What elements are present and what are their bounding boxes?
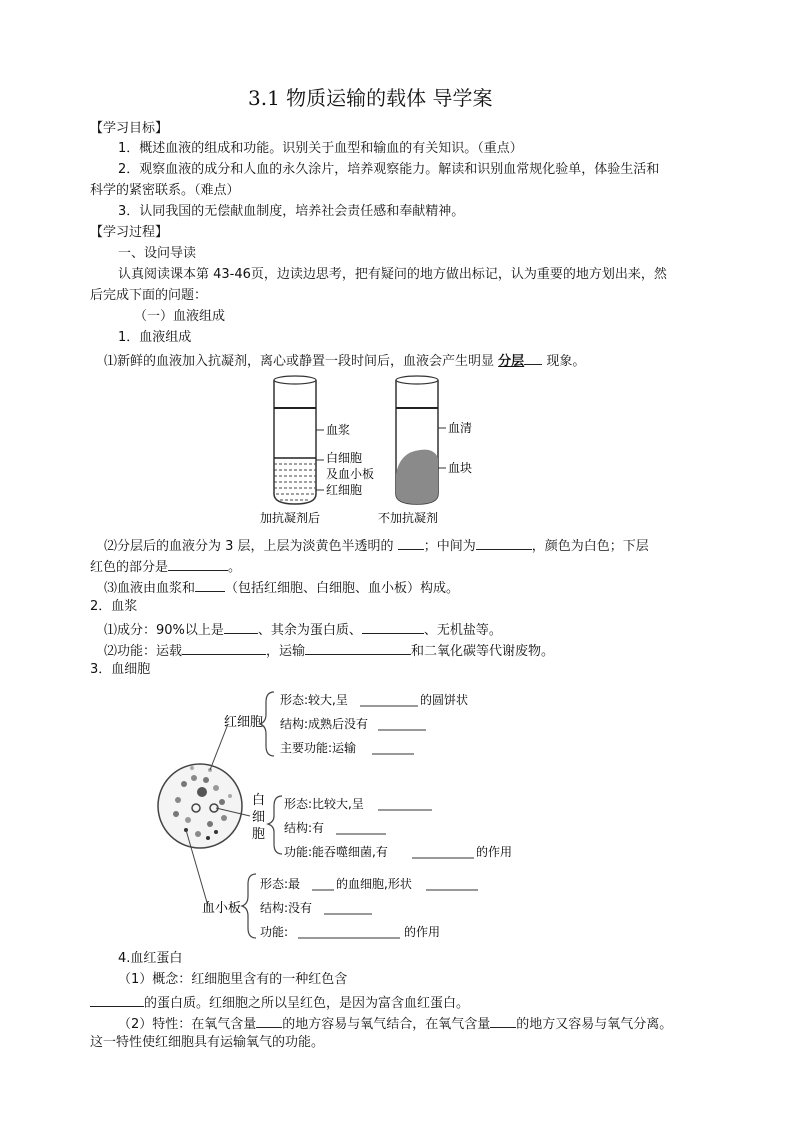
wbc-shape: 形态:比较大,呈 — [284, 797, 364, 811]
wbc-function-b: 的作用 — [476, 845, 513, 859]
platelet-brace — [242, 874, 256, 938]
goal-3: 3．认同我国的无偿献血制度，培养社会责任感和奉献精神。 — [118, 204, 465, 219]
hemoglobin-concept-a: （1）概念：红细胞里含有的一种红色含 — [118, 972, 348, 987]
intro-b: 后完成下面的问题： — [90, 288, 208, 303]
wbc-brace — [268, 796, 282, 854]
tube-without-anticoagulant — [396, 376, 446, 504]
question-2: ⑵分层后的血液分为 3 层，上层为淡黄色半透明的 ；中间为 ，颜色为白色；下层 — [104, 535, 649, 556]
blood-smear-circle — [158, 764, 242, 848]
caption-right: 不加抗凝剂 — [378, 511, 439, 525]
goal-2a: 2．观察血液的成分和人血的永久涂片，培养观察能力。解读和识别血常规化验单，体验生活和 — [118, 162, 660, 177]
rbc-shape-a: 形态:较大,呈 — [280, 693, 348, 707]
label-plasma: 血浆 — [326, 423, 351, 437]
blank-upper-layer[interactable] — [398, 535, 424, 550]
page-title: 3.1 物质运输的载体 导学案 — [248, 86, 493, 110]
plasma-function: ⑵功能：运载 ，运输 和二氧化碳等代谢废物。 — [104, 640, 554, 661]
goal-1: 1．概述血液的组成和功能。识别关于血型和输血的有关知识。（重点） — [118, 141, 523, 156]
blank-middle-layer[interactable] — [476, 535, 532, 550]
item-4: 4.血红蛋白 — [118, 951, 183, 966]
blank-blood-cells[interactable] — [195, 577, 225, 592]
blank-glucose[interactable] — [362, 619, 424, 634]
blank-low[interactable] — [490, 1013, 516, 1028]
item-2: 2．血浆 — [90, 599, 138, 614]
platelet-function-b: 的作用 — [404, 925, 441, 939]
platelet-shape-a: 形态:最 — [260, 877, 301, 891]
label-rbc: 红细胞 — [326, 483, 363, 497]
goals-heading: 【学习目标】 — [90, 121, 169, 136]
wbc-label-2: 细 — [252, 810, 266, 825]
wbc-label-3: 胞 — [252, 827, 266, 842]
plasma-composition: ⑴成分：90%以上是 、其余为蛋白质、 、无机盐等。 — [104, 619, 502, 640]
label-clot: 血块 — [448, 461, 473, 475]
blood-cell-diagram — [150, 684, 530, 946]
rbc-label: 红细胞 — [224, 715, 264, 730]
wbc-structure: 结构:有 — [284, 821, 325, 835]
blank-carry[interactable] — [182, 640, 266, 655]
platelet-shape-b: 的血细胞,形状 — [336, 877, 412, 891]
label-wbc-1: 白细胞 — [326, 451, 363, 465]
blank-water[interactable] — [224, 619, 258, 634]
blank-lower-layer[interactable] — [168, 556, 228, 571]
platelet-label: 血小板 — [202, 901, 242, 916]
tube-with-anticoagulant — [274, 376, 324, 504]
rbc-shape-b: 的圆饼状 — [420, 693, 469, 707]
hemoglobin-property-cont: 这一特性使红细胞具有运输氧气的功能。 — [90, 1035, 325, 1050]
label-wbc-2: 及血小板 — [326, 467, 375, 481]
platelet-function-a: 功能: — [260, 925, 289, 939]
wbc-function-a: 功能:能吞噬细菌,有 — [284, 845, 388, 859]
question-1: ⑴新鲜的血液加入抗凝剂，离心或静置一段时间后，血液会产生明显 分层 现象。 — [104, 350, 585, 371]
part-1: （一）血液组成 — [134, 309, 226, 324]
item-1: 1．血液组成 — [118, 330, 192, 345]
blank-iron[interactable] — [90, 992, 144, 1007]
rbc-function: 主要功能:运输 — [280, 741, 357, 755]
wbc-label-1: 白 — [252, 793, 266, 808]
platelet-structure: 结构:没有 — [260, 901, 313, 915]
process-heading: 【学习过程】 — [90, 225, 169, 240]
test-tube-diagram — [250, 370, 500, 530]
question-2-cont: 红色的部分是 。 — [90, 556, 241, 577]
goal-2b: 科学的紧密联系。（难点） — [90, 183, 240, 198]
question-3: ⑶血液由血浆和 （包括红细胞、白细胞、血小板）构成。 — [104, 577, 459, 598]
item-3: 3．血细胞 — [90, 662, 151, 677]
answer-stratify: 分层 — [498, 354, 525, 369]
rbc-structure: 结构:成熟后没有 — [280, 717, 369, 731]
hemoglobin-concept-b: 的蛋白质。红细胞之所以呈红色，是因为富含血红蛋白。 — [90, 992, 469, 1013]
answer-blank[interactable] — [524, 350, 542, 365]
label-serum: 血清 — [448, 421, 473, 435]
section-1: 一、设问导读 — [118, 246, 197, 261]
blank-transport[interactable] — [305, 640, 411, 655]
intro-a: 认真阅读课本第 43-46页，边读边思考，把有疑问的地方做出标记，认为重要的地方划出来，然 — [118, 267, 667, 282]
hemoglobin-property: （2）特性：在氧气含量 的地方容易与氧气结合，在氧气含量 的地方又容易与氧气分离。 — [118, 1013, 672, 1034]
caption-left: 加抗凝剂后 — [260, 511, 321, 525]
blank-high[interactable] — [256, 1013, 282, 1028]
